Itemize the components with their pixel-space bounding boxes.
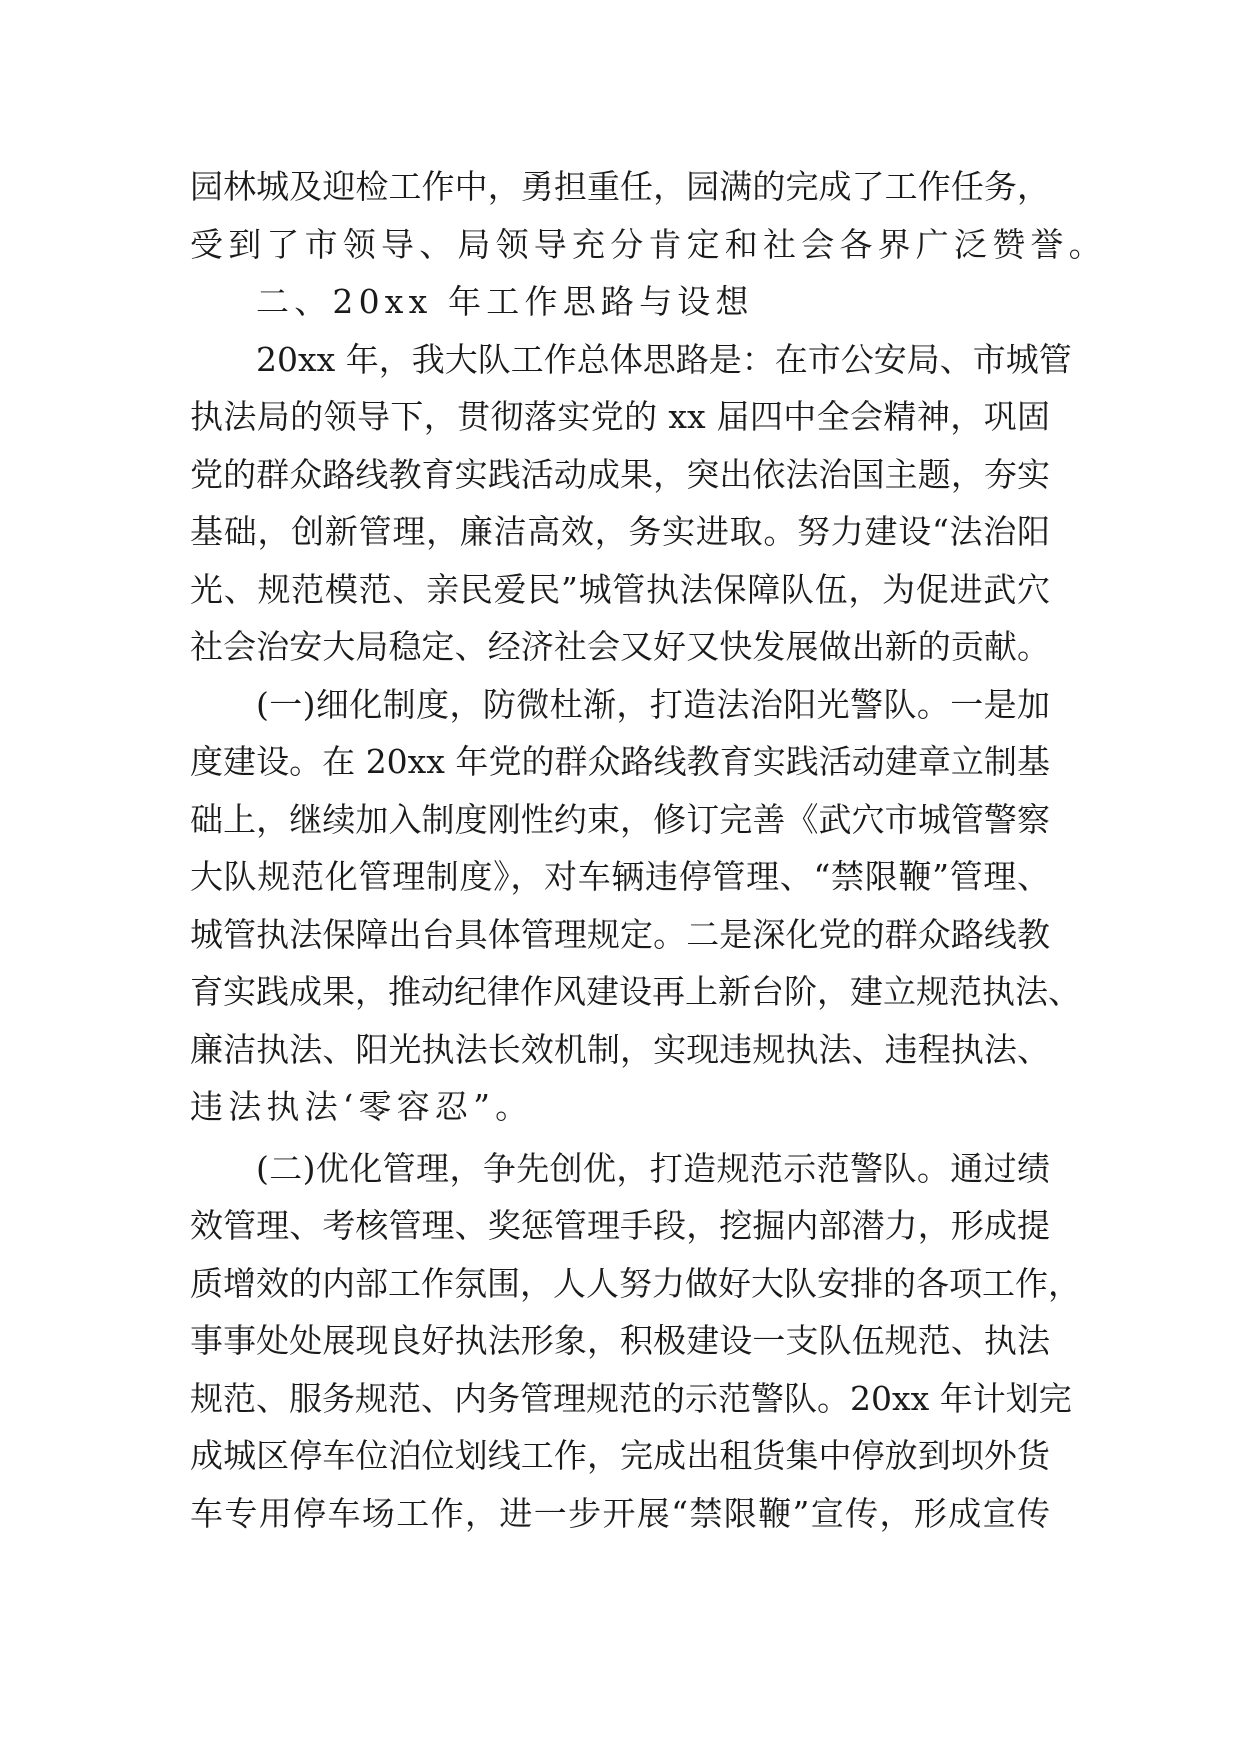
text-line: 廉洁执法、阳光执法长效机制，实现违规执法、违程执法、: [190, 1029, 1050, 1069]
text-line: 成城区停车位泊位划线工作，完成出租货集中停放到坝外货: [190, 1436, 1050, 1475]
text-line: (二)优化管理，争先创优，打造规范示范警队。通过绩: [256, 1148, 1050, 1188]
text-line: 党的群众路线教育实践活动成果，突出依法治国主题，夯实: [190, 454, 1050, 494]
text-line: 育实践成果，推动纪律作风建设再上新台阶，建立规范执法、: [190, 972, 1081, 1011]
text-line: 园林城及迎检工作中，勇担重任，园满的完成了工作任务，: [190, 167, 1050, 206]
text-line: 质增效的内部工作氛围，人人努力做好大队安排的各项工作，: [190, 1263, 1081, 1303]
document-body: [190, 158, 1107, 1542]
text-line: 事事处处展现良好执法形象，积极建设一支队伍规范、执法: [190, 1321, 1050, 1360]
text-line: 础上，继续加入制度刚性约束，修订完善《武穴市城管警察: [190, 799, 1050, 839]
text-line: 违法执法‘零容忍”。: [190, 1087, 534, 1126]
text-line: 基础，创新管理，廉洁高效，务实进取。努力建设“法治阳: [190, 512, 1050, 551]
text-line: 车专用停车场工作，进一步开展“禁限鞭”宣传，形成宣传: [190, 1493, 1050, 1533]
text-line: (一)细化制度，防微杜渐，打造法治阳光警队。一是加: [256, 684, 1050, 724]
text-line: 大队规范化管理制度》，对车辆违停管理、“禁限鞭”管理、: [190, 857, 1050, 896]
text-line: 规范、服务规范、内务管理规范的示范警队。20xx 年计划完: [190, 1378, 1072, 1418]
text-line: 光、规范模范、亲民爱民”城管执法保障队伍，为促进武穴: [190, 569, 1050, 609]
text-line: 效管理、考核管理、奖惩管理手段，挖掘内部潜力，形成提: [190, 1206, 1050, 1245]
text-line: 度建设。在 20xx 年党的群众路线教育实践活动建章立制基: [190, 742, 1050, 781]
text-line: 执法局的领导下，贯彻落实党的 xx 届四中全会精神，巩固: [190, 397, 1050, 436]
text-line: 20xx 年，我大队工作总体思路是：在市公安局、市城管: [256, 339, 1072, 379]
text-line: 受到了市领导、局领导充分肯定和社会各界广泛赞誉。: [190, 224, 1107, 264]
text-line: 城管执法保障出台具体管理规定。二是深化党的群众路线教: [190, 914, 1050, 954]
section-heading: 二、20xx 年工作思路与设想: [256, 282, 754, 321]
text-line: 社会治安大局稳定、经济社会又好又快发展做出新的贡献。: [190, 627, 1050, 666]
